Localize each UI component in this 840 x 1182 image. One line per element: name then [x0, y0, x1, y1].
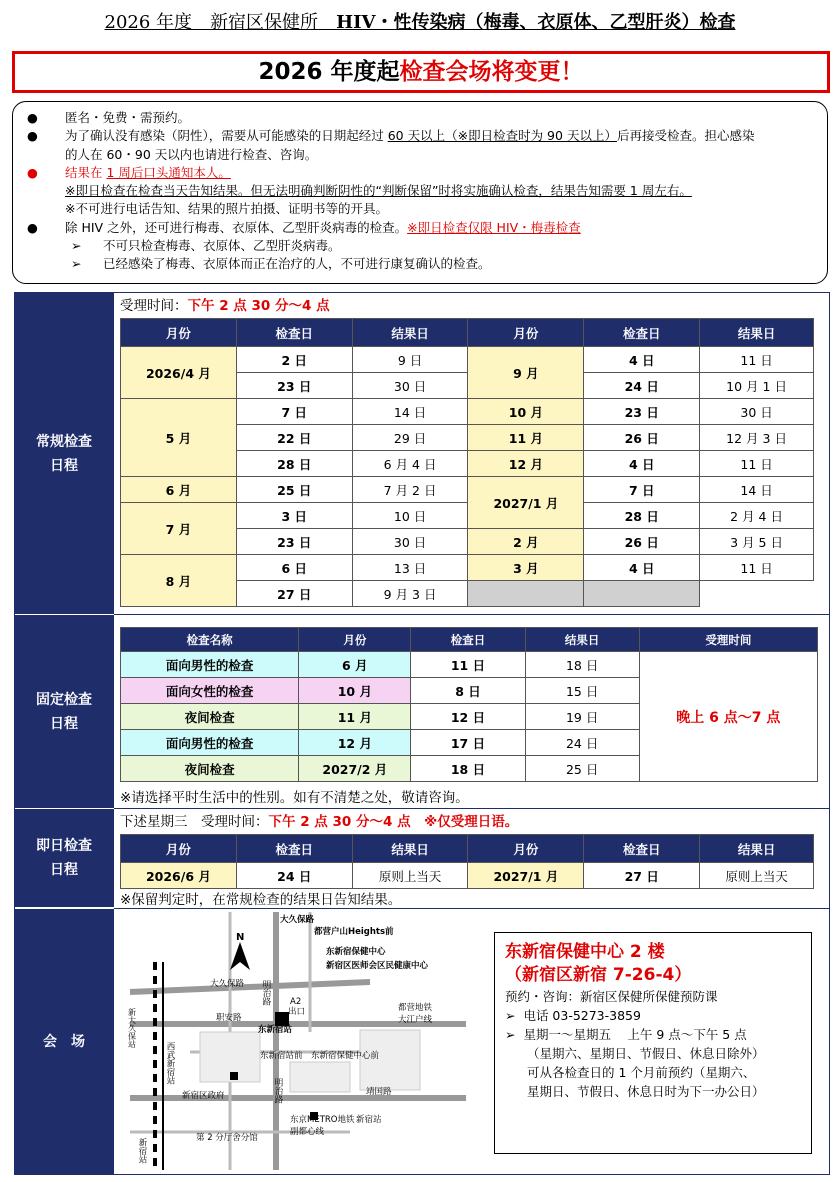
exam-name-cell: 夜间检查 [121, 704, 299, 730]
table-row [121, 652, 818, 678]
table-row [121, 347, 814, 373]
venue-info-box: 东新宿保健中心 2 楼 （新宿区新宿 7-26-4） 预约・咨询：新宿区保健所保健预防课 ➢ 电话 03-5273-3859 ➢ 星期一～星期五 上午 9 点～下午 5 点 （星期六、星期日、节假日、休息日除外） 可从各检查日的 1 个月前预约（星期六、 星期日、节假日、休息日时为下一办公日） [494, 932, 812, 1154]
svg-text:靖国路: 靖国路 [366, 1087, 392, 1097]
table-header-row [121, 628, 818, 652]
exam-day-cell: 12 日 [411, 704, 525, 730]
svg-text:明治路: 明治路 [273, 1078, 283, 1104]
result-day-cell: 15 日 [525, 678, 639, 704]
exam-day-cell: 23 日 [236, 529, 352, 555]
column-header: 检查名称 [121, 628, 299, 652]
svg-text:新宿区医师会区民健康中心: 新宿区医师会区民健康中心 [326, 961, 429, 971]
result-day-cell: 13 日 [352, 555, 468, 581]
exam-day-cell: 24 日 [584, 373, 700, 399]
result-day-cell: 25 日 [525, 756, 639, 782]
exam-day-cell: 4 日 [584, 347, 700, 373]
svg-text:新宿站: 新宿站 [356, 1115, 382, 1125]
column-header: 检查日 [236, 319, 352, 347]
exam-day-cell: 26 日 [584, 529, 700, 555]
svg-text:大久保路: 大久保路 [280, 915, 315, 925]
result-day-cell: 12 月 3 日 [700, 425, 814, 451]
regular-side-label: 常规检查 日程 [14, 293, 114, 614]
result-day-cell: 14 日 [352, 399, 468, 425]
exam-name-cell: 面向女性的检查 [121, 678, 299, 704]
reception-time-cell: 晚上 6 点～7 点 [639, 652, 817, 782]
result-day-cell: 19 日 [525, 704, 639, 730]
bullet-icon: ● [27, 219, 38, 235]
month-cell: 12 月 [468, 451, 584, 477]
bullet-icon: ● [27, 110, 38, 125]
svg-text:副都心线: 副都心线 [290, 1127, 325, 1137]
svg-text:出口: 出口 [288, 1007, 306, 1017]
column-header: 检查日 [236, 835, 352, 863]
month-cell: 2 月 [468, 529, 584, 555]
note-anonymous: 匿名・免费・需预约。 [65, 110, 191, 125]
regular-reception: 受理时间：下午 2 点 30 分～4 点 [120, 298, 330, 314]
svg-text:大久保路: 大久保路 [210, 979, 245, 989]
result-day-cell: 3 月 5 日 [700, 529, 814, 555]
divider [114, 908, 830, 909]
exam-day-cell: 17 日 [411, 730, 525, 756]
svg-text:新大久保站: 新大久保站 [127, 1008, 137, 1048]
exam-day-cell: 4 日 [584, 555, 700, 581]
sameday-schedule-table [120, 834, 814, 889]
venue-map [127, 912, 466, 1170]
exam-day-cell: 8 日 [411, 678, 525, 704]
arrow-icon: ➢ [71, 256, 82, 272]
exam-day-cell: 25 日 [236, 477, 352, 503]
sameday-note: ※保留判定时，在常规检查的结果日告知结果。 [120, 892, 402, 908]
result-day-cell: 原则上当天 [352, 863, 468, 889]
empty-cell [468, 581, 584, 607]
column-header: 结果日 [352, 319, 468, 347]
result-day-cell: 11 日 [700, 451, 814, 477]
month-cell: 8 月 [121, 555, 237, 607]
svg-text:明治路: 明治路 [261, 980, 271, 1006]
exam-day-cell: 3 日 [236, 503, 352, 529]
table-row [121, 863, 814, 889]
month-cell: 11 月 [299, 704, 411, 730]
month-cell: 10 月 [299, 678, 411, 704]
column-header: 月份 [468, 835, 584, 863]
document-title: 2026 年度 新宿区保健所 HIV・性传染病（梅毒、衣原体、乙型肝炎）检查 [104, 12, 736, 33]
regular-schedule-table [120, 318, 814, 607]
month-cell: 3 月 [468, 555, 584, 581]
exam-day-cell: 22 日 [236, 425, 352, 451]
arrow-icon: ➢ [505, 1027, 516, 1042]
table-row [121, 477, 814, 503]
month-cell: 2027/1 月 [468, 863, 584, 889]
exam-day-cell: 28 日 [236, 451, 352, 477]
result-day-cell: 原则上当天 [700, 863, 814, 889]
divider [114, 614, 830, 615]
empty-cell [584, 581, 700, 607]
table-row [121, 555, 814, 581]
month-cell: 2027/1 月 [468, 477, 584, 529]
table-row [121, 399, 814, 425]
month-cell: 10 月 [468, 399, 584, 425]
result-day-cell: 9 日 [352, 347, 468, 373]
exam-day-cell: 23 日 [584, 399, 700, 425]
month-cell: 9 月 [468, 347, 584, 399]
month-cell: 2026/4 月 [121, 347, 237, 399]
result-day-cell: 30 日 [352, 529, 468, 555]
column-header: 受理时间 [639, 628, 817, 652]
column-header: 检查日 [411, 628, 525, 652]
result-day-cell: 6 月 4 日 [352, 451, 468, 477]
divider [114, 808, 830, 809]
result-day-cell: 14 日 [700, 477, 814, 503]
venue-side-label: 会 场 [14, 909, 114, 1174]
month-cell: 6 月 [299, 652, 411, 678]
result-day-cell: 24 日 [525, 730, 639, 756]
column-header: 结果日 [525, 628, 639, 652]
exam-day-cell: 18 日 [411, 756, 525, 782]
column-header: 结果日 [352, 835, 468, 863]
result-day-cell: 29 日 [352, 425, 468, 451]
column-header: 结果日 [700, 319, 814, 347]
month-cell: 7 月 [121, 503, 237, 555]
note-sameday: ※即日检查在检查当天告知结果。但无法明确判断阴性的“判断保留”时将实施确认检查，结果告知需要 1 周左右。 [65, 183, 692, 199]
venue-contact: 预约・咨询：新宿区保健所保健预防课 [505, 989, 718, 1004]
result-day-cell: 30 日 [352, 373, 468, 399]
svg-text:A2: A2 [290, 997, 302, 1007]
svg-text:西武新宿站: 西武新宿站 [165, 1042, 175, 1085]
exam-day-cell: 27 日 [236, 581, 352, 607]
exam-name-cell: 面向男性的检查 [121, 652, 299, 678]
exam-name-cell: 面向男性的检查 [121, 730, 299, 756]
result-day-cell: 10 日 [352, 503, 468, 529]
svg-text:都营户山Heights前: 都营户山Heights前 [314, 927, 394, 937]
svg-text:N: N [236, 932, 245, 943]
exam-day-cell: 4 日 [584, 451, 700, 477]
bullet-icon: ● [27, 164, 38, 180]
column-header: 检查日 [584, 835, 700, 863]
arrow-icon: ➢ [71, 238, 82, 254]
sameday-side-label: 即日检查 日程 [14, 809, 114, 907]
result-day-cell: 18 日 [525, 652, 639, 678]
column-header: 结果日 [700, 835, 814, 863]
venue-address: （新宿区新宿 7-26-4） [505, 965, 692, 985]
exam-day-cell: 11 日 [411, 652, 525, 678]
month-cell: 2026/6 月 [121, 863, 237, 889]
note-no-phone: ※不可进行电话告知、结果的照片拍摄、证明书等的开具。 [65, 201, 388, 217]
arrow-icon: ➢ [505, 1008, 516, 1023]
svg-text:东京METRO地铁: 东京METRO地铁 [290, 1115, 355, 1125]
venue-phone: 电话 03-5273-3859 [523, 1008, 641, 1023]
month-cell: 2027/2 月 [299, 756, 411, 782]
exam-day-cell: 28 日 [584, 503, 700, 529]
exam-day-cell: 6 日 [236, 555, 352, 581]
exam-day-cell: 27 日 [584, 863, 700, 889]
column-header: 检查日 [584, 319, 700, 347]
result-day-cell: 10 月 1 日 [700, 373, 814, 399]
result-day-cell: 30 日 [700, 399, 814, 425]
svg-text:东新宿站: 东新宿站 [258, 1025, 293, 1035]
month-cell: 11 月 [468, 425, 584, 451]
table-header-row [121, 835, 814, 863]
fixed-schedule-table [120, 627, 818, 782]
change-banner: 2026 年度起检查会场将变更！ [12, 51, 830, 93]
svg-text:新宿区政府: 新宿区政府 [182, 1091, 225, 1101]
notes-box: ● 匿名・免费・需预约。 ● 为了确认没有感染（阴性），需要从可能感染的日期起经过 60 天以上（※即日检查时为 90 天以上）后再接受检查。担心感染 的人在 60・90 天以内也请进行检查、咨询。 ● 结果在 1 周后口头通知本人。 ※即日检查在检查当天告知结果。但无法明确判断阴性的“判断保留”时将实施确认检查，结果告知需要 1 周左右。 ※不可进行电话告知、结果的照片拍摄、证明书等的开具。 ● 除 HIV 之外，还可进行梅毒、衣原体、乙型肝炎病毒的检查。※即日检查仅限 HIV・梅毒检查 ➢ 不可只检查梅毒、衣原体、乙型肝炎病毒。 ➢ 已经感染了梅毒、衣原体而正在治疗的人，不可进行康复确认的检查。 [12, 101, 828, 284]
exam-day-cell: 23 日 [236, 373, 352, 399]
exam-day-cell: 2 日 [236, 347, 352, 373]
exam-day-cell: 7 日 [236, 399, 352, 425]
svg-text:职安路: 职安路 [216, 1013, 242, 1023]
fixed-note: ※请选择平时生活中的性别。如有不清楚之处，敬请咨询。 [120, 790, 469, 806]
exam-name-cell: 夜间检查 [121, 756, 299, 782]
result-day-cell: 2 月 4 日 [700, 503, 814, 529]
result-day-cell: 11 日 [700, 347, 814, 373]
note-window: 的人在 60・90 天以内也请进行检查、咨询。 [65, 146, 318, 162]
bullet-icon: ● [27, 128, 38, 144]
column-header: 月份 [468, 319, 584, 347]
column-header: 月份 [121, 835, 237, 863]
svg-text:东新宿站前 东新宿保健中心前: 东新宿站前 东新宿保健中心前 [260, 1051, 380, 1061]
month-cell: 12 月 [299, 730, 411, 756]
svg-text:第 2 分厅舍分馆: 第 2 分厅舍分馆 [196, 1133, 258, 1143]
svg-text:新宿站: 新宿站 [137, 1138, 147, 1164]
exam-day-cell: 7 日 [584, 477, 700, 503]
column-header: 月份 [299, 628, 411, 652]
exam-day-cell: 26 日 [584, 425, 700, 451]
fixed-side-label: 固定检查 日程 [14, 615, 114, 808]
month-cell: 6 月 [121, 477, 237, 503]
column-header: 月份 [121, 319, 237, 347]
svg-text:东新宿保健中心: 东新宿保健中心 [326, 947, 386, 957]
venue-name: 东新宿保健中心 2 楼 [505, 942, 665, 962]
exam-day-cell: 24 日 [236, 863, 352, 889]
svg-text:都营地铁: 都营地铁 [398, 1003, 433, 1013]
sameday-reception: 下述星期三 受理时间：下午 2 点 30 分～4 点 ※仅受理日语。 [120, 814, 519, 830]
month-cell: 5 月 [121, 399, 237, 477]
svg-text:大江户线: 大江户线 [398, 1015, 433, 1025]
result-day-cell: 7 月 2 日 [352, 477, 468, 503]
table-row [121, 503, 814, 529]
table-header-row [121, 319, 814, 347]
result-day-cell: 11 日 [700, 555, 814, 581]
result-day-cell: 9 月 3 日 [352, 581, 468, 607]
